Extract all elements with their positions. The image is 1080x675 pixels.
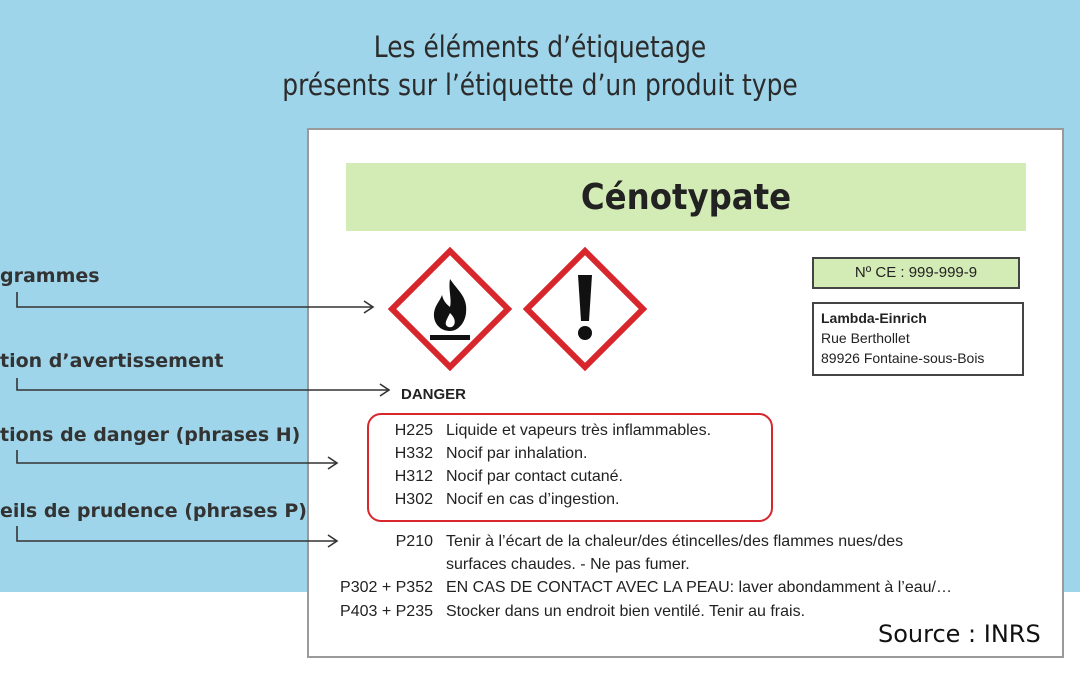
precautionary-code: P403 + P235: [340, 603, 433, 620]
hazard-code: H312: [394, 468, 433, 485]
precautionary-text: EN CAS DE CONTACT AVEC LA PEAU: laver abondamment à l’eau/…: [446, 579, 952, 596]
precautionary-code: P302 + P352: [340, 579, 433, 596]
side-label-signal-word: tion d’avertissement: [0, 350, 224, 372]
supplier-name: Lambda-Einrich: [821, 310, 927, 326]
connector-pictograms: [17, 292, 372, 307]
precautionary-code: P210: [395, 533, 433, 550]
hazard-text: Nocif par contact cutané.: [446, 468, 623, 485]
hazard-text: Nocif par inhalation.: [446, 445, 588, 462]
precautionary-text: Stocker dans un endroit bien ventilé. Tenir au frais.: [446, 603, 806, 620]
hazard-text: Nocif en cas d’ingestion.: [446, 491, 620, 508]
hazard-code: H225: [394, 422, 433, 439]
supplier-street: Rue Berthollet: [821, 330, 910, 346]
signal-word: DANGER: [401, 386, 467, 403]
source-credit: Source : INRS: [878, 620, 1041, 648]
side-label-precautionary-statements: eils de prudence (phrases P): [0, 500, 307, 522]
ce-number-box: Nº CE : 999-999-9: [812, 257, 1020, 289]
precautionary-text: Tenir à l’écart de la chaleur/des étincelles/des flammes nues/des: [446, 533, 904, 550]
hazard-text: Liquide et vapeurs très inflammables.: [446, 422, 712, 439]
supplier-city: 89926 Fontaine-sous-Bois: [821, 350, 985, 366]
connector-precautionary-statements: [17, 526, 336, 541]
hazard-code: H302: [394, 491, 433, 508]
product-name: Cénotypate: [580, 177, 792, 218]
connector-hazard-statements: [17, 450, 336, 463]
precautionary-text: surfaces chaudes. - Ne pas fumer.: [446, 556, 690, 573]
side-label-hazard-statements: tions de danger (phrases H): [0, 424, 301, 446]
side-label-pictograms: grammes: [0, 265, 100, 287]
page-title-line-2: présents sur l’étiquette d’un produit type: [282, 68, 798, 102]
page-title-line-1: Les éléments d’étiquetage: [373, 30, 707, 64]
connector-signal-word: [17, 378, 388, 390]
hazard-code: H332: [394, 445, 433, 462]
